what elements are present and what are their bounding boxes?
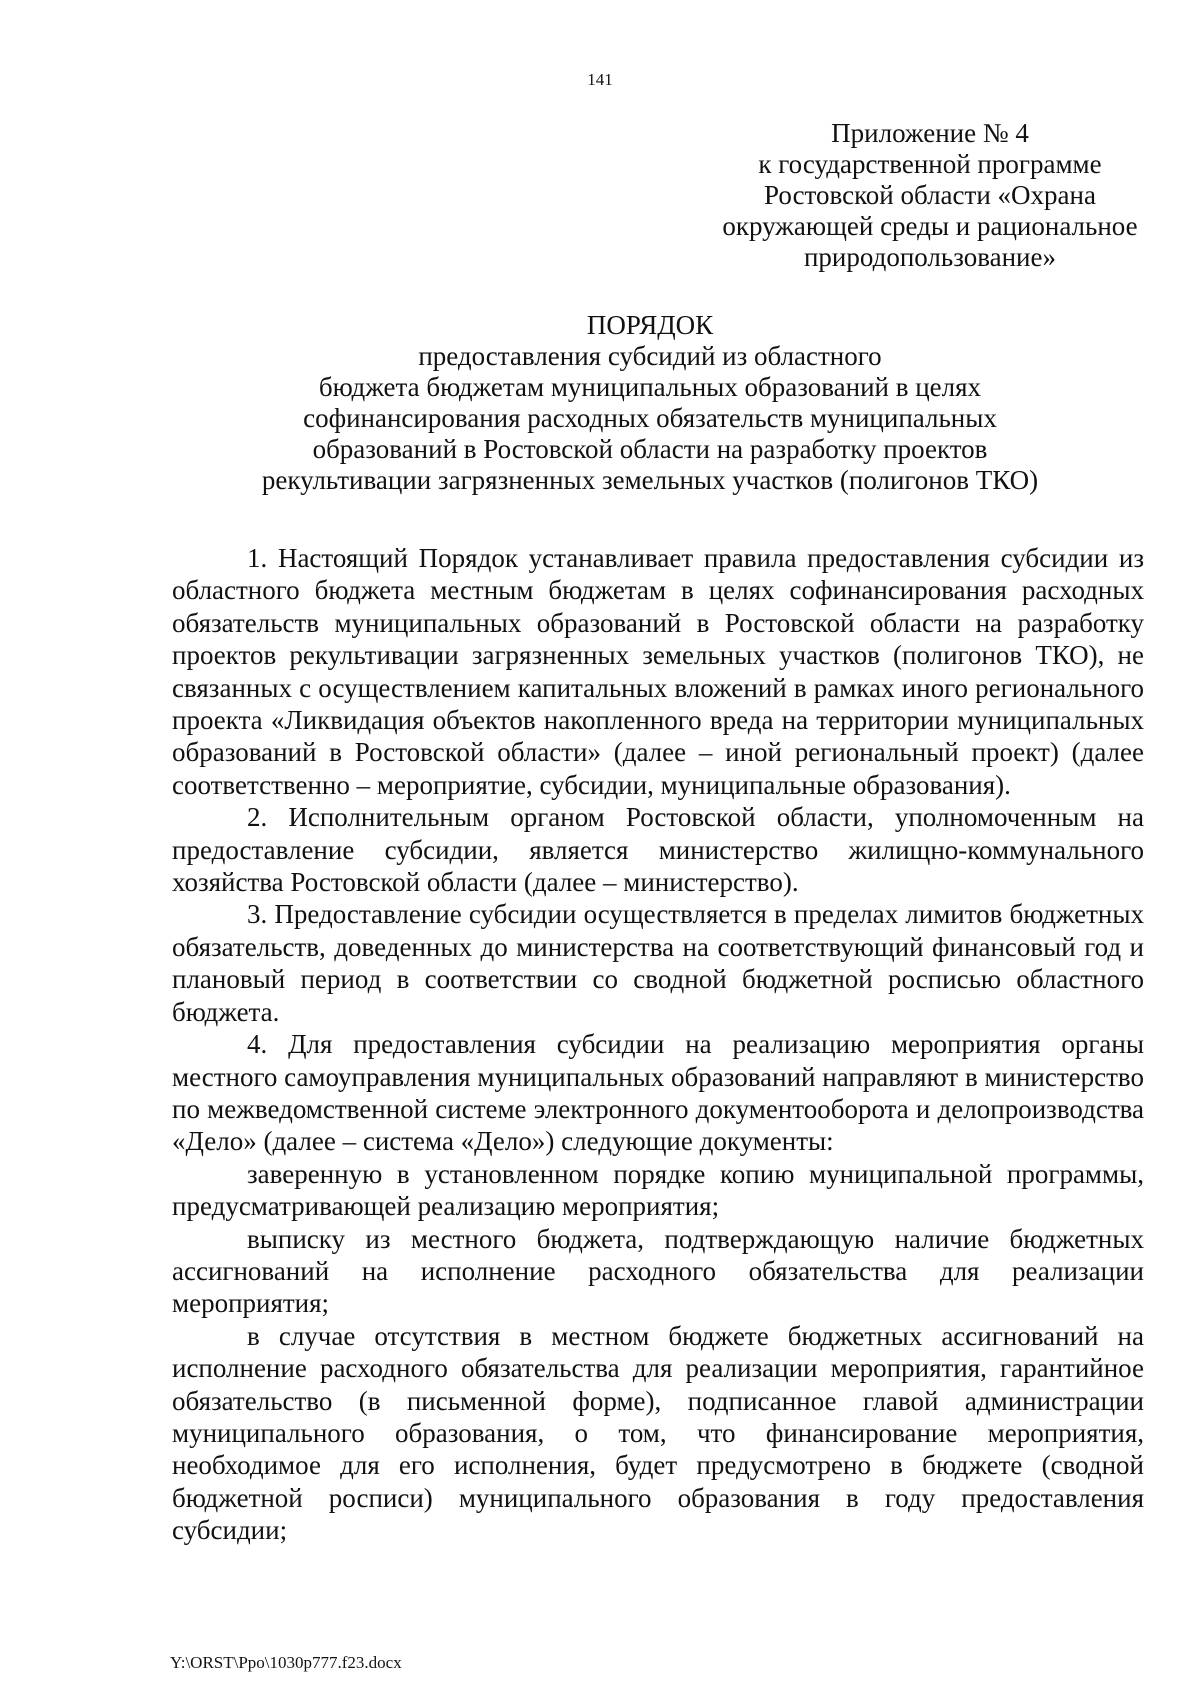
appendix-line: к государственной программе [758,149,1102,179]
paragraph-2: 2. Исполнительным органом Ростовской области, уполномоченным на предоставление субсидии, является министерство жилищно-коммунального хозяйства Ростовской области (далее – министерство). [172,802,1144,898]
file-path-footer: Y:\ORST\Ppo\1030p777.f23.docx [170,1653,402,1672]
page-number: 141 [587,70,613,89]
appendix-line: природопользование» [803,242,1056,272]
document-title [170,310,1130,496]
title-line: образований в Ростовской области на разработку проектов [312,434,988,464]
paragraph-4: 4. Для предоставления субсидии на реализацию мероприятия органы местного самоуправления муниципальных образований направляют в министерство по межведомственной системе электронного документооборота и делопроизводства «Дело» (далее – система «Дело») следующие документы: [172,1029,1144,1157]
appendix-header [700,118,1160,273]
paragraph-1: 1. Настоящий Порядок устанавливает правила предоставления субсидии из областного бюджета местным бюджетам в целях софинансирования расходных обязательств муниципальных образований в Ростовской области на разработку проектов рекультивации загрязненных земельных участков (полигонов ТКО), не связанных с осуществлением капитальных вложений в рамках иного регионального проекта «Ликвидация объектов накопленного вреда на территории муниципальных образований в Ростовской области» (далее – иной региональный проект) (далее соответственно – мероприятие, субсидии, муниципальные образования). [172,543,1144,800]
paragraph-4-item-2: выписку из местного бюджета, подтверждающую наличие бюджетных ассигнований на исполнение расходного обязательства для реализации мероприятия; [172,1223,1144,1319]
title-heading: ПОРЯДОК [586,310,714,340]
paragraph-4-item-1: заверенную в установленном порядке копию муниципальной программы, предусматривающей реализацию мероприятия; [172,1158,1144,1222]
title-line: рекультивации загрязненных земельных участков (полигонов ТКО) [261,465,1039,495]
paragraph-3: 3. Предоставление субсидии осуществляется в пределах лимитов бюджетных обязательств, доведенных до министерства на соответствующий финансовый год и плановый период в соответствии со сводной бюджетной росписью областного бюджета. [172,899,1144,1027]
title-line: предоставления субсидий из областного [418,341,882,371]
title-line: софинансирования расходных обязательств муниципальных [303,403,997,433]
paragraph-4-item-3: в случае отсутствия в местном бюджете бюджетных ассигнований на исполнение расходного обязательства для реализации мероприятия, гарантийное обязательство (в письменной форме), подписанное главой администрации муниципального образования, о том, что финансирование мероприятия, необходимое для его исполнения, будет предусмотрено в бюджете (сводной бюджетной росписи) муниципального образования в году предоставления субсидии; [172,1320,1144,1546]
appendix-line: окружающей среды и рациональное [722,211,1138,241]
appendix-line: Ростовской области «Охрана [764,180,1096,210]
title-line: бюджета бюджетам муниципальных образований в целях [318,372,982,402]
document-body [172,542,1144,1547]
appendix-line: Приложение № 4 [831,118,1029,148]
